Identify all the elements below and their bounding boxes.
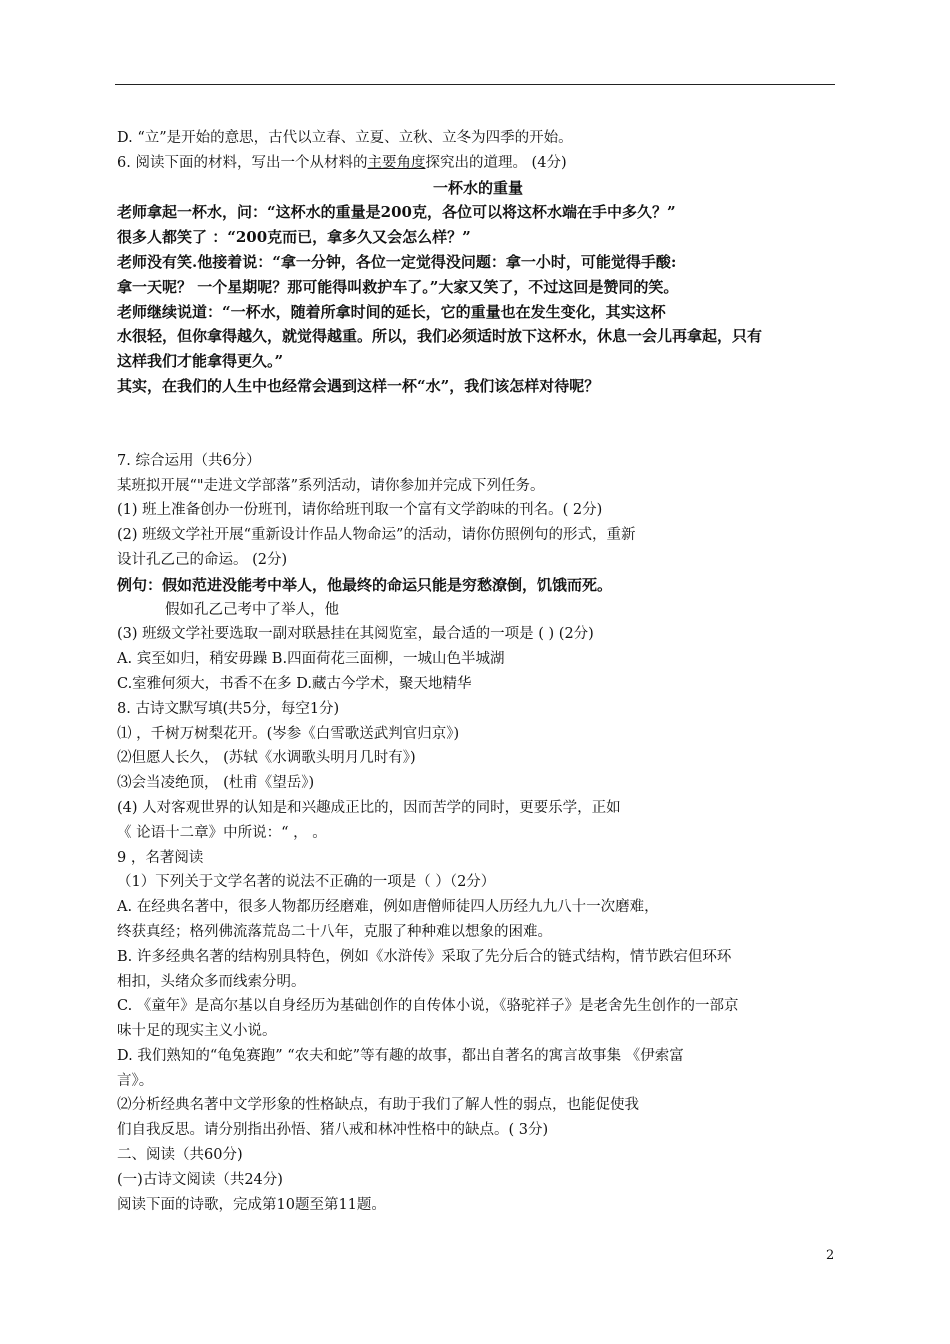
text-line: 言》。 — [117, 1072, 154, 1089]
passage-line: 老师没有笑.他接着说：“拿一分钟，各位一定觉得没问题：拿一小时，可能觉得手酸: — [117, 252, 677, 271]
spacer — [117, 399, 839, 449]
text-line: ⑵但愿人长久， (苏轼《水调歌头明月几时有》) — [117, 750, 416, 767]
q6-suffix: 探究出的道理。 (4分) — [425, 154, 567, 171]
text-line: B. 许多经典名著的结构别具特色，例如《水浒传》采取了先分后合的链式结构，情节跌宕但环环 — [117, 948, 732, 965]
text-line: (一)古诗文阅读（共24分) — [117, 1171, 283, 1188]
text-line: （1）下列关于文学名著的说法不正确的一项是（ ）（2分） — [117, 874, 496, 891]
text-line: 终获真经；格列佛流落荒岛二十八年，克服了种种难以想象的困难。 — [117, 923, 552, 940]
text-line: 7. 综合运用（共6分） — [117, 452, 261, 469]
text-line: A. 宾至如归，稍安毋躁 B.四面荷花三面柳，一城山色半城湖 — [117, 651, 505, 668]
passage-line: 拿一天呢？ 一个星期呢？那可能得叫救护车了。”大家又笑了，不过这回是赞同的笑。 — [117, 277, 679, 296]
text-line: ⑴ ，千树万树梨花开。(岑参《白雪歌送武判官归京》) — [117, 725, 460, 742]
text-line: C. 《童年》是高尔基以自身经历为基础创作的自传体小说，《骆驼祥子》是老舍先生创作的一部京 — [117, 998, 739, 1015]
text-line: 《 论语十二章》中所说：“ ， 。 — [117, 824, 327, 841]
q6-prefix: 6. 阅读下面的材料，写出一个从材料的 — [117, 154, 368, 171]
text-line: (4) 人对客观世界的认知是和兴趣成正比的，因而苦学的同时，更要乐学，正如 — [117, 799, 621, 816]
example-sentence: 例句：假如范进没能考中举人，他最终的命运只能是穷愁潦倒，饥饿而死。 — [117, 575, 613, 594]
text-line: 某班拟开展“"走进文学部落”系列活动，请你参加并完成下列任务。 — [117, 477, 545, 494]
text-line: D. “立”是开始的意思，古代以立春、立夏、立秋、立冬为四季的开始。 — [117, 130, 573, 146]
page-content — [117, 126, 839, 1217]
text-line: D. 我们熟知的“龟兔赛跑” “农夫和蛇”等有趣的故事，都出自著名的寓言故事集 《伊索富 — [117, 1047, 684, 1064]
passage-line: 很多人都笑了 ：“200克而已，拿多久又会怎么样？” — [117, 228, 471, 247]
text-line: 相扣，头绪众多而线索分明。 — [117, 973, 306, 990]
text-line: (1) 班上准备创办一份班刊，请你给班刊取一个富有文学韵味的刊名。( 2分) — [117, 502, 603, 519]
passage-title: 一杯水的重量 — [432, 178, 523, 197]
passage-line: 其实，在我们的人生中也经常会遇到这样一杯“水”，我们该怎样对待呢？ — [117, 376, 600, 395]
text-line: 9 ，名著阅读 — [117, 849, 204, 866]
passage-line: 这样我们才能拿得更久。” — [117, 352, 284, 371]
text-line: (3) 班级文学社要选取一副对联悬挂在其阅览室，最合适的一项是 ( ) (2分) — [117, 626, 594, 643]
text-line: 二、阅读（共60分) — [117, 1147, 243, 1164]
text-line: ⑶会当凌绝顶， (杜甫《望岳》) — [117, 775, 315, 792]
page-number: 2 — [826, 1248, 835, 1263]
header-rule — [115, 84, 835, 85]
question-6-prompt — [117, 151, 839, 176]
text-line: 8. 古诗文默写填(共5分，每空1分) — [117, 700, 340, 717]
text-line: 味十足的现实主义小说。 — [117, 1023, 277, 1040]
passage-line: 老师继续说道：“一杯水，随着所拿时间的延长，它的重量也在发生变化，其实这杯 — [117, 302, 666, 321]
q6-underlined: 主要角度 — [367, 154, 426, 171]
text-line: 们自我反思。请分别指出孙悟、猪八戒和林冲性格中的缺点。( 3分) — [117, 1122, 549, 1139]
text-line: 阅读下面的诗歌，完成第10题至第11题。 — [117, 1196, 386, 1213]
text-line: 设计孔乙己的命运。 (2分) — [117, 551, 288, 568]
text-line: (2) 班级文学社开展“重新设计作品人物命运”的活动，请你仿照例句的形式，重新 — [117, 527, 636, 544]
passage-line: 水很轻，但你拿得越久，就觉得越重。所以，我们必须适时放下这杯水，休息一会儿再拿起，只有 — [117, 327, 763, 346]
example-answer-line: 假如孔乙己考中了举人，他 — [165, 601, 339, 618]
text-line: C.室雅何须大，书香不在多 D.藏古今学术，聚天地精华 — [117, 675, 472, 692]
text-line: A. 在经典名著中，很多人物都历经磨难，例如唐僧师徒四人历经九九八十一次磨难， — [117, 899, 659, 916]
passage-line: 老师拿起一杯水，问：“这杯水的重量是200克，各位可以将这杯水端在手中多久？” — [117, 203, 676, 222]
text-line: ⑵分析经典名著中文学形象的性格缺点，有助于我们了解人性的弱点，也能促使我 — [117, 1097, 639, 1114]
